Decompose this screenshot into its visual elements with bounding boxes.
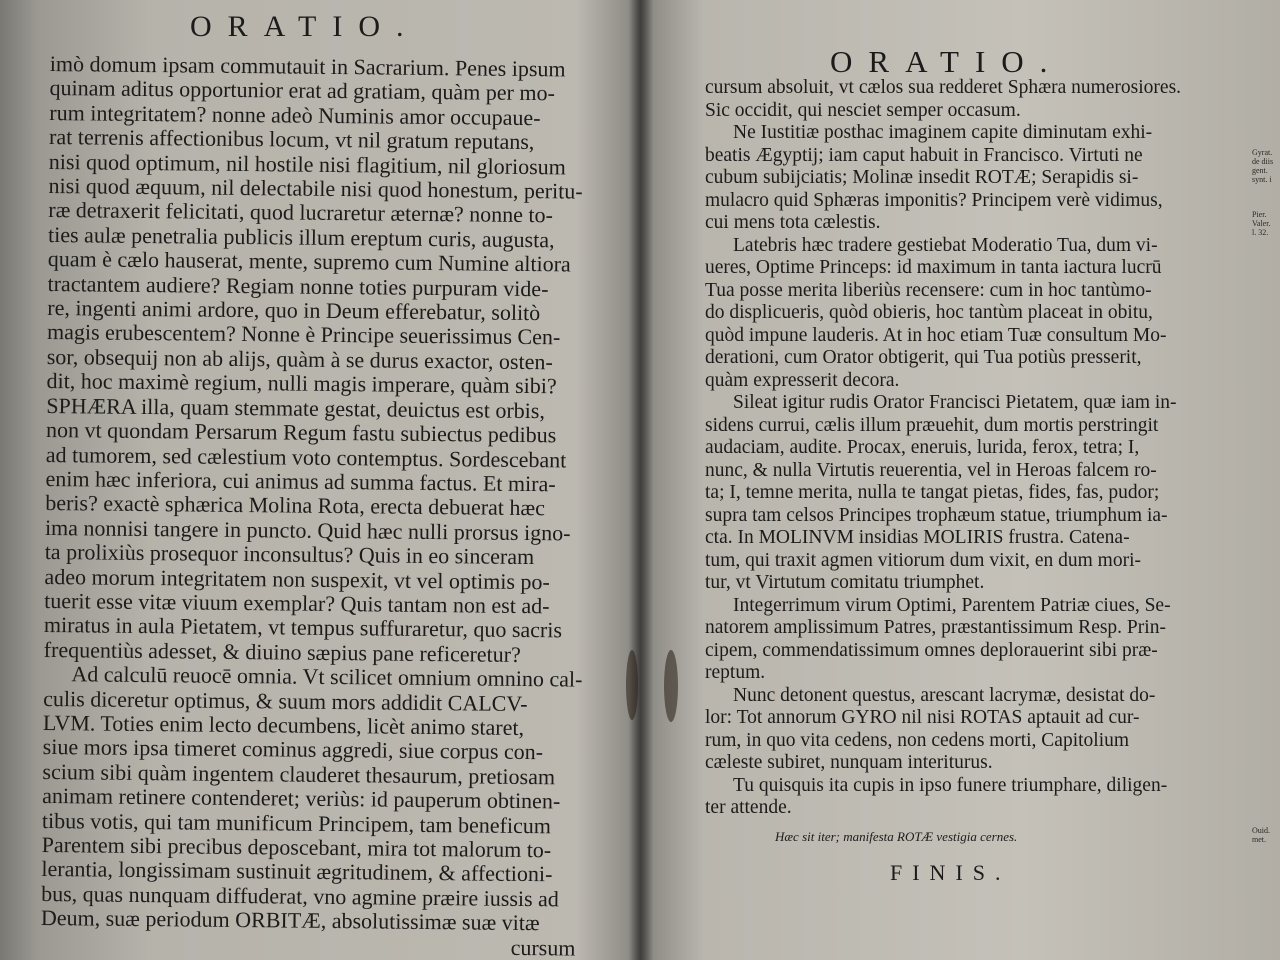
text-line: tractantem audiere? Regiam nonne toties purpuram vide- (47, 270, 549, 301)
text-line: cubum subijciatis; Molinæ insedit ROTÆ; Serapidis si- (705, 167, 1139, 188)
text-line: dit, hoc maximè regium, nulli magis imperare, quàm sibi? (46, 368, 557, 399)
text-line: nunc, & nulla Virtutis reuerentia, vel in Heroas falcem ro- (705, 459, 1157, 481)
marginal-note: Ouid. met. (1252, 826, 1270, 844)
left-page (0, 0, 628, 960)
text-line: ta prolixiùs prosequor inconsultus? Quis in eo sinceram (44, 539, 535, 570)
marginal-note: Pier. Valer. l. 32. (1252, 210, 1271, 237)
text-line: ræ detraxerit felicitati, quod lucraretur æternæ? nonne to- (48, 197, 554, 228)
text-line: non vt quondam Persarum Regum fastu subiectus pedibus (45, 417, 557, 448)
text-line: rat terrenis affectionibus locum, vt nil gratum reputans, (48, 124, 535, 155)
text-line: Nunc detonent questus, arescant lacrymæ, desistat do- (733, 684, 1156, 706)
text-line: nisi quod æquum, nil delectabile nisi quod honestum, peritu- (48, 173, 583, 204)
text-line: imò domum ipsam commutauit in Sacrarium. Penes ipsum (49, 51, 566, 82)
text-line: audaciam, audite. Procax, eneruis, lurida, ferox, tetra; I, (705, 437, 1140, 458)
text-line: sidens currui, cælis illum præuehit, dum mortis perstringit (705, 414, 1159, 436)
text-line: adeo morum integritatem non suspexit, vt vel optimis po- (44, 563, 550, 594)
text-line: animam retinere contenderet; veriùs: id pauperum obtinen- (42, 783, 561, 814)
text-line: sor, obsequij non ab alijs, quàm à se durus exactor, osten- (46, 343, 553, 375)
text-line: LVM. Toties enim lecto decumbens, licèt animo staret, (42, 709, 525, 740)
text-line: rum, in quo vita cedens, non cedens morti, Capitolium (705, 729, 1130, 751)
text-line: tum, qui traxit agmen vitiorum dum vixit, en dum mori- (705, 549, 1141, 571)
text-line: supra tam celsos Principes trophæum statue, triumphum ia- (705, 504, 1168, 526)
left-running-head: ORATIO. (190, 10, 420, 43)
text-line: Ad calculū reuocē omnia. Vt scilicet omnium omnino cal- (71, 661, 583, 692)
text-line: mulacro quid Sphæras imponitis? Principem verè vidimus, (705, 189, 1163, 211)
text-line: Sileat igitur rudis Orator Francisci Pietatem, quæ iam in- (733, 392, 1177, 413)
text-line: Integerrimum virum Optimi, Parentem Patriæ ciues, Se- (733, 594, 1171, 616)
text-line: miratus in aula Pietatem, vt tempus suffuraretur, quo sacris (43, 612, 563, 643)
text-line: tuerit esse vitæ viuum exemplar? Quis tantam non est ad- (44, 587, 550, 619)
text-line: Deum, suæ periodum ORBITÆ, absolutissimæ suæ vitæ (40, 905, 540, 936)
text-line: bus, quas nunquam diffuderat, vno agmine præire iussis ad (41, 880, 560, 912)
text-line: do displicueris, quòd obieris, hoc tantùm placeat in obitu, (705, 302, 1153, 323)
left-page-text (41, 52, 610, 960)
text-line: reptum. (705, 662, 766, 683)
text-line: cursum absoluit, vt cælos sua redderet Sphæra numerosiores. (705, 77, 1182, 98)
right-page (655, 0, 1280, 960)
text-line: lor: Tot annorum GYRO nil nisi ROTAS aptauit ad cur- (705, 707, 1140, 728)
text-line: cæleste subiret, nunquam interiturus. (705, 752, 993, 773)
text-line: SPHÆRA illa, quam stemmate gestat, deuictus est orbis, (46, 392, 546, 423)
text-line: cipem, commendatissimum omnes deplorauerint sibi præ- (705, 639, 1158, 661)
text-line: quinam aditus opportunior erat ad gratiam, quàm per mo- (49, 75, 555, 106)
text-line: cta. In MOLINVM insidias MOLIRIS frustra. Catena- (705, 527, 1130, 548)
text-line: lerantia, longissimam sustinuit ægritudinem, & affectioni- (41, 856, 553, 887)
text-line: Parentem sibi precibus deposcebant, mira tot malorum to- (41, 831, 552, 863)
text-line: ta; I, temne merita, nulla te tangat pietas, fides, fas, pudor; (705, 482, 1160, 503)
text-line: Tu quisquis ita cupis in ipso funere triumphare, diligen- (733, 774, 1168, 796)
text-line: Latebris hæc tradere gestiebat Moderatio Tua, dum vi- (733, 234, 1158, 256)
text-line: ad tumorem, sed cælestium voto contemptus. Sordescebant (45, 441, 567, 472)
text-line: natorem amplissimum Patres, præstantissimum Resp. Prin- (705, 617, 1166, 638)
text-line: ties aulæ penetralia publicis illum ereptum curis, augusta, (47, 221, 555, 253)
text-line: ter attende. (705, 797, 792, 818)
text-line: magis erubescentem? Nonne è Principe seuerissimus Cen- (46, 319, 561, 350)
text-line: ueres, Optime Princeps: id maximum in tanta iactura lucrū (705, 257, 1162, 278)
text-line: quòd impune lauderis. At in hoc etiam Tuæ consultum Mo- (705, 324, 1167, 346)
text-line: culis diceretur optimus, & suum mors addidit CALCV- (43, 685, 528, 716)
text-line: quàm expresserit decora. (705, 369, 900, 391)
text-line: siue mors ipsa timeret cominus aggredi, siue corpus con- (42, 734, 544, 765)
text-line: beris? exactè sphærica Molina Rota, erecta debuerat hæc (45, 490, 546, 521)
text-line: Tua posse merita liberiùs recensere: cum in hoc tantùmo- (705, 279, 1152, 301)
text-line: frequentiùs adesset, & diuino sæpius pane reficeretur? (43, 636, 521, 667)
text-line: ima nonnisi tangere in puncto. Quid hæc nulli prorsus igno- (44, 514, 571, 546)
catchword: cursum (510, 934, 576, 960)
text-line: tibus votis, qui tam munificum Principem, tam beneficum (41, 807, 552, 838)
finis-heading: FINIS. (890, 860, 1011, 885)
text-line: Sic occidit, qui nesciet semper occasum. (705, 99, 1021, 121)
right-running-head: ORATIO. (830, 44, 1064, 79)
text-line: re, ingenti animi ardore, quo in Deum efferebatur, solitò (47, 295, 541, 326)
right-page-text (705, 77, 1265, 885)
book-gutter (628, 0, 654, 960)
text-line: scium sibi quàm ingentem clauderet thesaurum, pretiosam (42, 758, 556, 790)
text-line: tur, vt Virtutum comitatu triumphet. (705, 572, 985, 593)
motto-line: Hæc sit iter; manifesta ROTÆ vestigia cernes. (775, 828, 1018, 844)
text-line: Ne Iustitiæ posthac imaginem capite diminutam exhi- (733, 122, 1153, 143)
marginal-note: Gyrat. de diis gent. synt. i (1252, 148, 1274, 184)
text-line: quam è cælo hauserat, mente, supremo cum Numine altiora (47, 246, 571, 277)
text-line: derationi, cum Orator obtigerit, qui Tua potiùs presserit, (705, 347, 1142, 368)
text-line: nisi quod optimum, nil hostile nisi flagitium, nil gloriosum (48, 148, 566, 180)
text-line: beatis Ægyptij; iam caput habuit in Francisco. Virtuti ne (705, 144, 1143, 166)
text-line: cui mens tota cælestis. (705, 212, 881, 233)
text-line: rum integritatem? nonne adeò Numinis amor occupaue- (49, 99, 541, 130)
text-line: enim hæc inferiora, cui animus ad summa factus. Et mira- (45, 465, 556, 497)
